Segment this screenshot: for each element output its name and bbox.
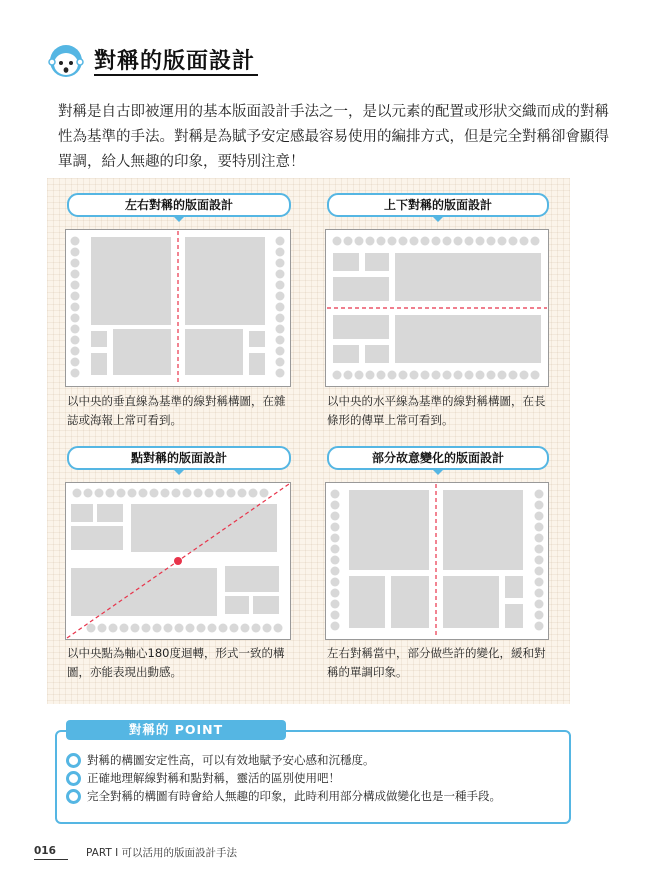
example-label-left-right: 左右對稱的版面設計	[67, 193, 291, 217]
example-caption-left-right: 以中央的垂直線為基準的線對稱構圖，在雜誌或海報上常可看到。	[67, 394, 286, 427]
page-title: 對稱的版面設計	[94, 49, 256, 74]
point-item-text: 完全對稱的構圖有時會給人無趣的印象，此時利用部分構成做變化也是一種手段。	[87, 789, 501, 803]
example-label-point: 點對稱的版面設計	[67, 446, 291, 470]
page-number-underline	[34, 859, 68, 860]
title-underline	[94, 74, 258, 76]
point-item-text: 正確地理解線對稱和點對稱，靈活的區別使用吧！	[87, 771, 340, 785]
diagram-partial-variation	[325, 482, 549, 640]
diagram-top-bottom-symmetry	[325, 229, 549, 387]
mascot-face-icon	[48, 42, 84, 78]
point-item	[66, 788, 501, 804]
point-item	[66, 752, 375, 768]
running-footer: PART I 可以活用的版面設計手法	[86, 847, 238, 859]
diagram-point-symmetry	[65, 482, 291, 640]
diagram-left-right-symmetry	[65, 229, 291, 387]
bullet-icon	[66, 753, 81, 768]
bullet-icon	[66, 771, 81, 786]
examples-panel	[47, 178, 570, 704]
bullet-icon	[66, 789, 81, 804]
page-number: 016	[34, 845, 56, 857]
example-caption-top-bottom: 以中央的水平線為基準的線對稱構圖，在長條形的傳單上常可看到。	[327, 394, 546, 427]
point-box-title: 對稱的 POINT	[66, 720, 286, 740]
point-item	[66, 770, 340, 786]
intro-paragraph: 對稱是自古即被運用的基本版面設計手法之一，是以元素的配置或形狀交織而成的對稱性為基準的手法。對稱是為賦予安定感最容易使用的編排方式，但是完全對稱卻會顯得單調，給人無趣的印象，要特別注意！	[58, 104, 609, 170]
example-label-top-bottom: 上下對稱的版面設計	[327, 193, 549, 217]
point-item-text: 對稱的構圖安定性高，可以有效地賦予安心感和沉穩度。	[87, 753, 375, 767]
example-caption-point: 以中央點為軸心180度迴轉，形式一致的構圖，亦能表現出動感。	[67, 646, 285, 679]
example-label-partial-variation: 部分故意變化的版面設計	[327, 446, 549, 470]
example-caption-partial-variation: 左右對稱當中，部分做些許的變化，緩和對稱的單調印象。	[327, 646, 546, 679]
